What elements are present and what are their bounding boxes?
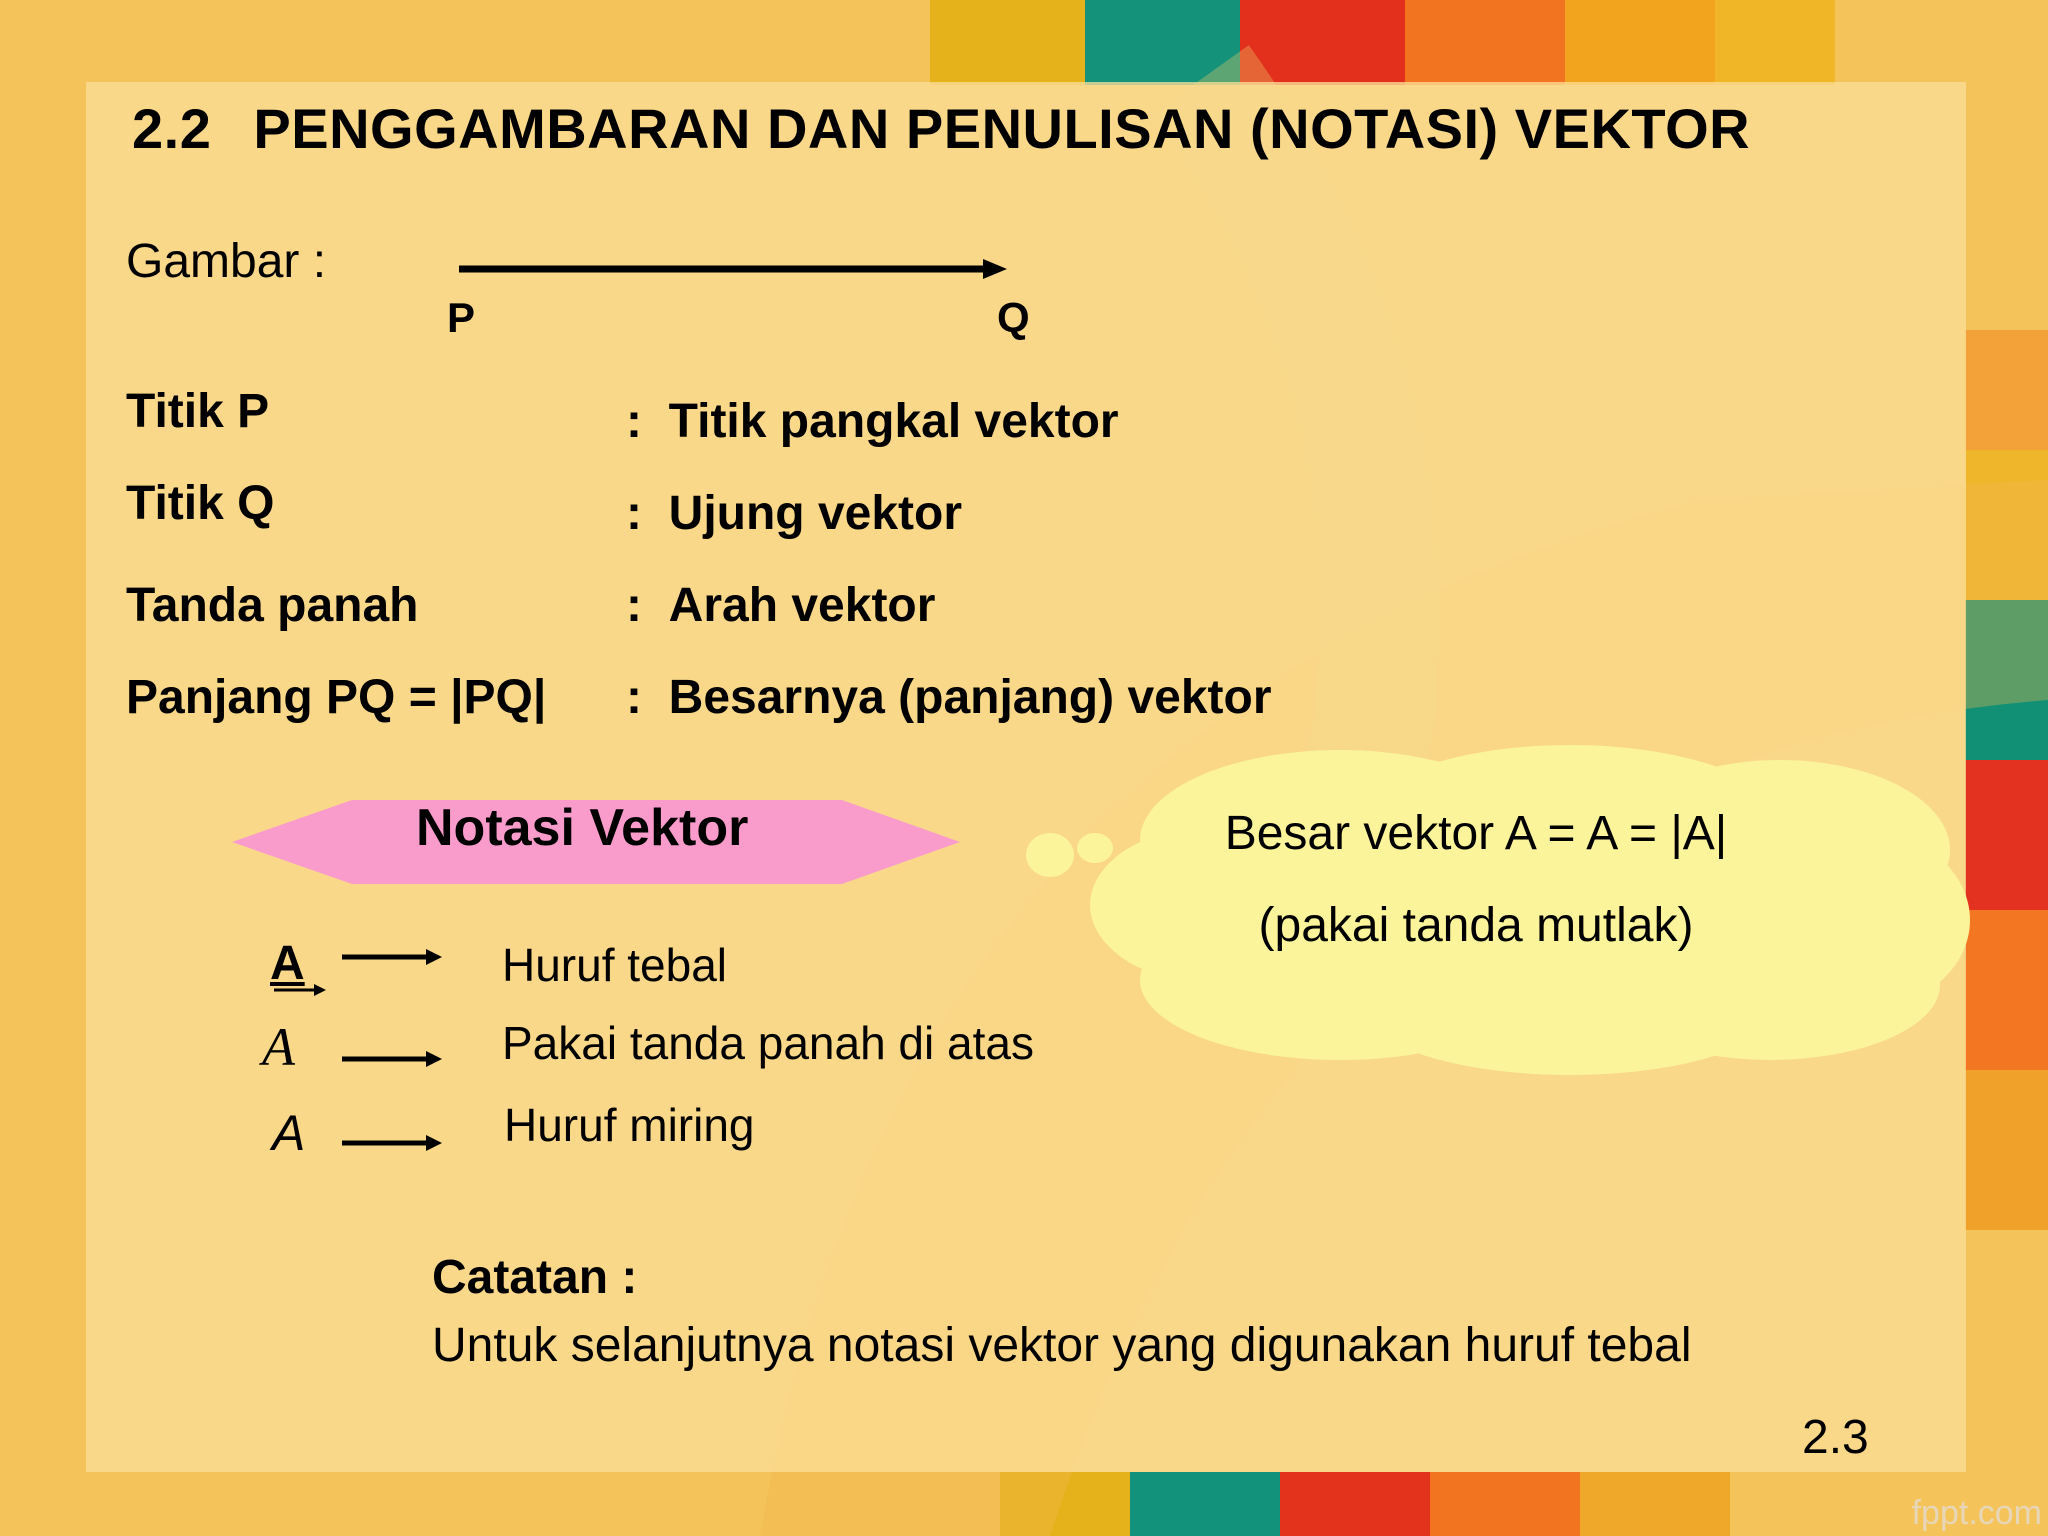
title-text: PENGGAMBARAN DAN PENULISAN (NOTASI) VEKTOR <box>253 97 1751 160</box>
def-panjang-pq: : Besarnya (panjang) vektor <box>626 671 1272 724</box>
slide-title <box>132 96 1750 161</box>
notation-header: Notasi Vektor <box>416 799 749 857</box>
cloud-line-2: (pakai tanda mutlak) <box>1258 899 1694 952</box>
vector-arrow-icon <box>455 255 1015 285</box>
notation-arrow-icon <box>340 944 444 970</box>
notation-symbol-bold: A <box>270 937 305 990</box>
figure-label: Gambar : <box>126 235 327 288</box>
title-number: 2.2 <box>132 97 212 160</box>
notation-arrow-icon <box>340 1130 444 1156</box>
notation-symbol-arrow: A <box>262 1017 295 1077</box>
def-tanda-panah: : Arah vektor <box>626 579 936 632</box>
point-p-label: P <box>447 294 476 341</box>
page-number: 2.3 <box>1802 1411 1869 1464</box>
cloud-line-1: Besar vektor A = A = |A| <box>1224 807 1728 860</box>
point-q-label: Q <box>997 294 1030 341</box>
notation-symbol-italic: A <box>272 1105 306 1161</box>
notation-desc-arrow: Pakai tanda panah di atas <box>502 1017 1034 1069</box>
notation-desc-bold: Huruf tebal <box>502 939 728 991</box>
def-titik-p: : Titik pangkal vektor <box>626 395 1119 448</box>
notation-desc-italic: Huruf miring <box>504 1099 755 1151</box>
term-titik-q: Titik Q <box>126 477 275 530</box>
def-titik-q: : Ujung vektor <box>626 487 963 540</box>
note-text: Untuk selanjutnya notasi vektor yang digunakan huruf tebal <box>432 1319 1692 1372</box>
watermark: fppt.com <box>1911 1494 2042 1532</box>
small-arrow-icon <box>272 978 328 1000</box>
notation-arrow-icon <box>340 1046 444 1072</box>
term-panjang-pq: Panjang PQ = |PQ| <box>126 671 547 724</box>
term-tanda-panah: Tanda panah <box>126 579 419 632</box>
term-titik-p: Titik P <box>126 385 270 438</box>
note-heading: Catatan : <box>432 1251 638 1304</box>
